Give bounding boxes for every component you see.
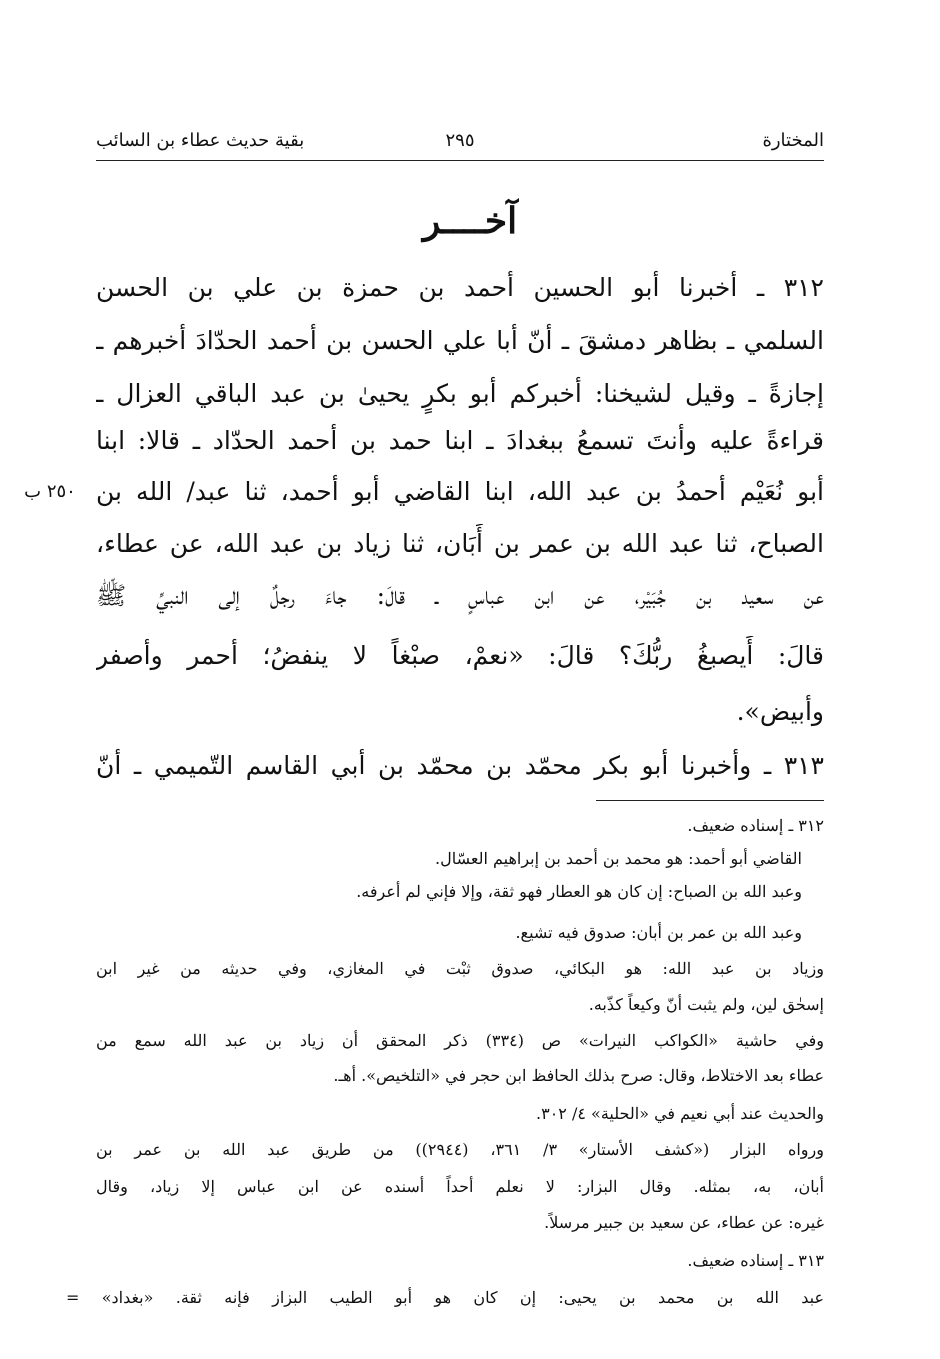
footnote-line: غيره: عن عطاء، عن سعيد بن جبير مرسلاً.	[544, 1213, 824, 1232]
body-line: قالَ: أَيصبغُ ربُّكَ؟ قالَ: «نعمْ، صبْغاً لا ينفضُ؛ أحمر وأصفر	[96, 641, 824, 670]
footnote-line: والحديث عند أبي نعيم في «الحلية» ٤/ ٣٠٢.	[536, 1104, 824, 1123]
footnote-line: إسحٰق لين، ولم يثبت أنّ وكيعاً كذّبه.	[588, 995, 824, 1014]
body-line: وأبيض».	[736, 697, 824, 726]
margin-folio-note: ٢٥٠ ب	[24, 481, 76, 502]
footnote-line: وعبد الله بن عمر بن أبان: صدوق فيه تشيع.	[515, 923, 802, 942]
body-line: السلمي ـ بظاهر دمشقَ ـ أنّ أبا علي الحسن بن أحمد الحدّادَ أخبرهم ـ	[96, 326, 824, 355]
footnote-line: عبد الله بن محمد بن يحيى: إن كان هو أبو الطيب البزاز فإنه ثقة. «بغداد» =	[66, 1288, 824, 1307]
page-number: ٢٩٥	[445, 130, 475, 151]
footnote-separator	[596, 800, 824, 801]
body-line: عن سعيد بن جُبَيْر، عن ابن عباسٍ ـ قالَ: جاءَ رجلٌ إلى النبيِّ ﷺ	[96, 581, 824, 610]
chapter-title: بقية حديث عطاء بن السائب	[96, 130, 305, 151]
footnote-line: أبان، به، بمثله. وقال البزار: لا نعلم أحداً أسنده عن ابن عباس إلا زياد، وقال	[96, 1177, 824, 1196]
body-line: قراءةً عليه وأنتَ تسمعُ ببغدادَ ـ ابنا حمد بن أحمد الحدّاد ـ قالا: ابنا	[96, 426, 824, 455]
footnote-line: وعبد الله بن الصباح: إن كان هو العطار فهو ثقة، وإلا فإني لم أعرفه.	[356, 882, 802, 901]
body-line: الصباح، ثنا عبد الله بن عمر بن أَبَان، ثنا زياد بن عبد الله، عن عطاء،	[96, 529, 824, 558]
footnote-line: القاضي أبو أحمد: هو محمد بن أحمد بن إبراهيم العسّال.	[434, 849, 802, 868]
body-line: إجازةً ـ وقيل لشيخنا: أخبركم أبو بكرٍ يحيىٰ بن عبد الباقي العزال ـ	[96, 379, 824, 408]
body-line: ٣١٢ ـ أخبرنا أبو الحسين أحمد بن حمزة بن علي بن الحسن	[96, 273, 824, 302]
book-title: المختارة	[762, 130, 824, 151]
footnote-line: ورواه البزار («كشف الأستار» ٣/ ٣٦١، (٢٩٤٤)) من طريق عبد الله بن عمر بن	[96, 1140, 824, 1159]
footnote-line: ٣١٣ ـ إسناده ضعيف.	[687, 1251, 824, 1270]
body-line: أبو نُعَيْم أحمدُ بن عبد الله، ابنا القاضي أبو أحمد، ثنا عبد/ الله بن	[96, 477, 824, 506]
footnote-line: وزياد بن عبد الله: هو البكائي، صدوق ثبْت في المغازي، وفي حديثه من غير ابن	[96, 959, 824, 978]
running-header	[96, 126, 824, 161]
footnote-line: وفي حاشية «الكواكب النيرات» ص (٣٣٤) ذكر المحقق أن زياد بن عبد الله سمع من	[96, 1031, 824, 1050]
section-title: آخــــر	[422, 200, 518, 242]
footnote-line: ٣١٢ ـ إسناده ضعيف.	[687, 816, 824, 835]
footnote-line: عطاء بعد الاختلاط، وقال: صرح بذلك الحافظ ابن حجر في «التلخيص». أهـ.	[333, 1066, 824, 1085]
body-line: ٣١٣ ـ وأخبرنا أبو بكر محمّد بن محمّد بن أبي القاسم التّميمي ـ أنّ	[96, 751, 824, 780]
